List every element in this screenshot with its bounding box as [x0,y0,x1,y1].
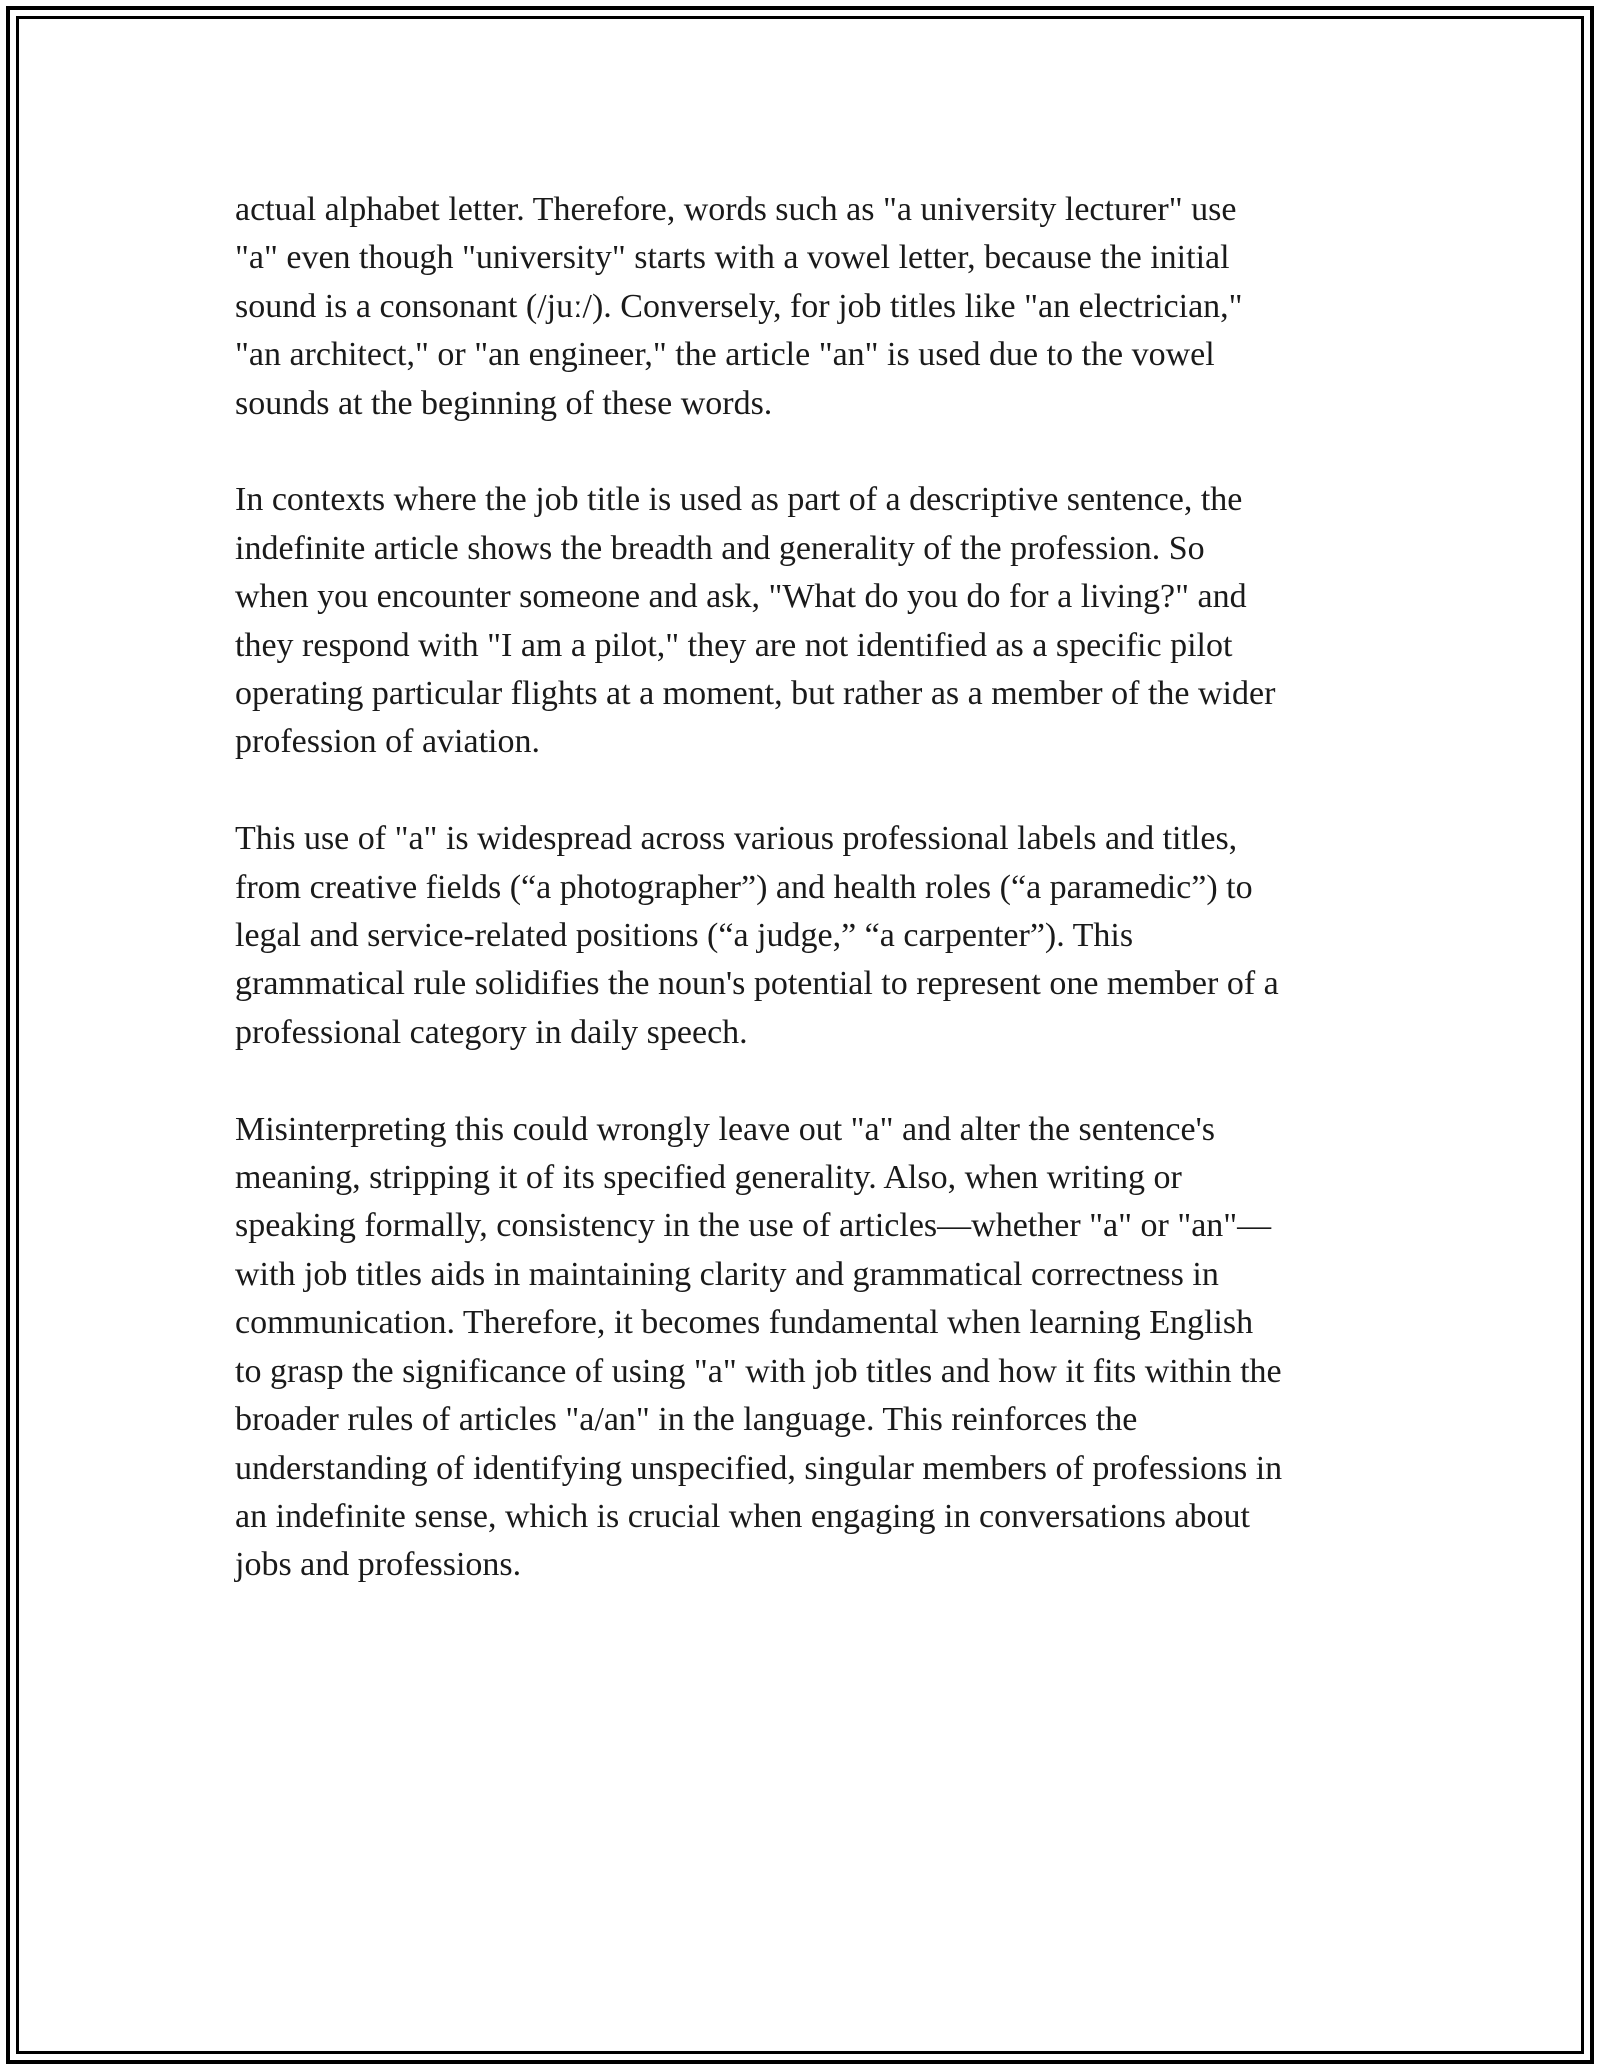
paragraph: This use of "a" is widespread across various professional labels and titles, from creative fields (“a photographer”) and health roles (“a paramedic”) to legal and service-related positions (“a judge,” “a carpenter”). This grammatical rule solidifies the noun's potential to represent one member of a professional category in daily speech. [235,820,1279,1051]
document-body [235,186,1375,1638]
paragraph: In contexts where the job title is used as part of a descriptive sentence, the indefinite article shows the breadth and generality of the profession. So when you encounter someone and ask, "What do you do for a living?" and they respond with "I am a pilot," they are not identified as a specific pilot operating particular flights at a moment, but rather as a member of the wider profession of aviation. [235,481,1276,761]
paragraph: actual alphabet letter. Therefore, words such as "a university lecturer" use "a" even though "university" starts with a vowel letter, because the initial sound is a consonant (/juː/). Conversely, for job titles like "an electrician," "an architect," or "an engineer," the article "an" is used due to the vowel sounds at the beginning of these words. [235,191,1243,422]
paragraph: Misinterpreting this could wrongly leave out "a" and alter the sentence's meaning, stripping it of its specified generality. Also, when writing or speaking formally, consistency in the use of articles—whether "a" or "an"— with job titles aids in maintaining clarity and grammatical correctness in communication. Therefore, it becomes fundamental when learning English to grasp the significance of using "a" with job titles and how it fits within the broader rules of articles "a/an" in the language. This reinforces the understanding of identifying unspecified, singular members of professions in an indefinite sense, which is crucial when engaging in conversations about jobs and professions. [235,1110,1283,1584]
